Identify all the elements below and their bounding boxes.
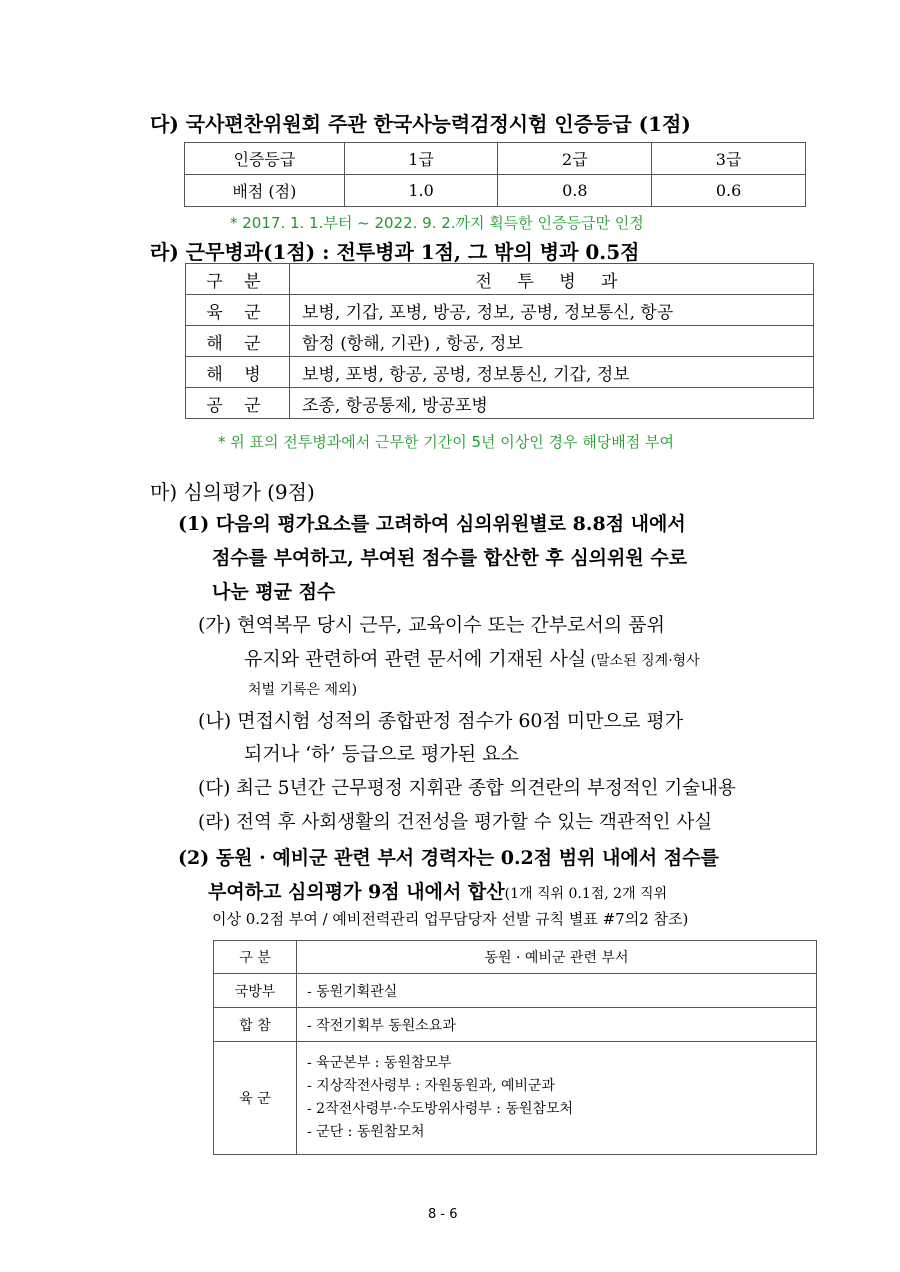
table-cell: 0.6 <box>652 175 806 207</box>
table-header-cell: 동원 · 예비군 관련 부서 <box>297 941 817 974</box>
table-row <box>185 143 806 175</box>
table-cell: - 동원기획관실 <box>297 974 817 1008</box>
table-header-row <box>186 264 814 295</box>
table-cell <box>297 1042 817 1155</box>
table-row <box>186 388 814 419</box>
table-cell: 보병, 기갑, 포병, 방공, 정보, 공병, 정보통신, 항공 <box>290 295 814 326</box>
item1-line2: 점수를 부여하고, 부여된 점수를 합산한 후 심의위원 수로 <box>212 547 688 569</box>
table-cell: 합 참 <box>214 1008 297 1042</box>
table-cell: 국방부 <box>214 974 297 1008</box>
table-cell: 배점 (점) <box>185 175 345 207</box>
table-cell: 육 군 <box>186 295 290 326</box>
table-row <box>214 1042 817 1155</box>
table-row <box>186 295 814 326</box>
item-ga-line2-main: 유지와 관련하여 관련 문서에 기재된 사실 <box>244 648 587 670</box>
list-item: - 군단 : 동원참모처 <box>307 1124 425 1140</box>
table-row <box>214 1008 817 1042</box>
mobilization-dept-table <box>213 940 817 1155</box>
table-cell: 함정 (항해, 기관) , 항공, 정보 <box>290 326 814 357</box>
item2-line2 <box>208 877 667 904</box>
list-item: - 육군본부 : 동원참모부 <box>307 1055 452 1071</box>
section-da-heading: 다) 국사편찬위원회 주관 한국사능력검정시험 인증등급 (1점) <box>150 112 691 136</box>
item-ga-line2 <box>244 644 700 671</box>
table-header-row <box>214 941 817 974</box>
item-ga-line1: (가) 현역복무 당시 근무, 교육이수 또는 간부로서의 품위 <box>198 614 665 636</box>
combat-branch-table <box>185 263 814 419</box>
table-cell: 조종, 항공통제, 방공포병 <box>290 388 814 419</box>
table-cell: 0.8 <box>498 175 652 207</box>
item1-line3: 나눈 평균 점수 <box>212 581 336 603</box>
item2-line2-bold: 부여하고 심의평가 9점 내에서 합산 <box>208 881 505 903</box>
table-cell: 해 군 <box>186 326 290 357</box>
certification-grade-table <box>184 142 806 207</box>
table-header-cell: 전 투 병 과 <box>290 264 814 295</box>
table-cell: 인증등급 <box>185 143 345 175</box>
table-cell: 육 군 <box>214 1042 297 1155</box>
section-ra-note: * 위 표의 전투병과에서 근무한 기간이 5년 이상인 경우 해당배점 부여 <box>218 433 674 451</box>
list-item: - 지상작전사령부 : 자원동원과, 예비군과 <box>307 1078 556 1094</box>
table-row <box>186 326 814 357</box>
section-da-note: * 2017. 1. 1.부터 ~ 2022. 9. 2.까지 획득한 인증등급만 인정 <box>230 214 644 232</box>
item-ga-line3: 처벌 기록은 제외) <box>248 682 358 698</box>
section-ra-heading: 라) 근무병과(1점) : 전투병과 1점, 그 밖의 병과 0.5점 <box>150 240 640 264</box>
table-cell: 해 병 <box>186 357 290 388</box>
item-da-line: (다) 최근 5년간 근무평정 지휘관 종합 의견란의 부정적인 기술내용 <box>198 778 736 799</box>
section-ma-heading: 마) 심의평가 (9점) <box>150 480 315 504</box>
item2-line3: 이상 0.2점 부여 / 예비전력관리 업무담당자 선발 규칙 별표 #7의2 참조) <box>212 910 689 928</box>
item2-line1: (2) 동원 · 예비군 관련 부서 경력자는 0.2점 범위 내에서 점수를 <box>178 847 719 869</box>
table-header-cell: 구 분 <box>214 941 297 974</box>
table-cell: 2급 <box>498 143 652 175</box>
table-cell: 3급 <box>652 143 806 175</box>
table-row <box>214 974 817 1008</box>
table-header-cell: 구 분 <box>186 264 290 295</box>
item1-line1: (1) 다음의 평가요소를 고려하여 심의위원별로 8.8점 내에서 <box>178 513 686 535</box>
table-cell: 공 군 <box>186 388 290 419</box>
table-cell: 보병, 포병, 항공, 공병, 정보통신, 기갑, 정보 <box>290 357 814 388</box>
item-na-line1: (나) 면접시험 성적의 종합판정 점수가 60점 미만으로 평가 <box>198 710 684 732</box>
item2-line2-normal: (1개 직위 0.1점, 2개 직위 <box>504 886 668 902</box>
table-cell: 1.0 <box>344 175 498 207</box>
table-cell: - 작전기획부 동원소요과 <box>297 1008 817 1042</box>
table-cell: 1급 <box>344 143 498 175</box>
table-row <box>186 357 814 388</box>
item-ga-line2-small: (말소된 징계·형사 <box>586 653 700 669</box>
table-row <box>185 175 806 207</box>
item-na-line2: 되거나 ‘하’ 등급으로 평가된 요소 <box>244 743 519 765</box>
list-item: - 2작전사령부·수도방위사령부 : 동원참모처 <box>307 1101 574 1117</box>
page-number: 8 - 6 <box>428 1207 458 1222</box>
item-ra-line: (라) 전역 후 사회생활의 건전성을 평가할 수 있는 객관적인 사실 <box>198 812 713 833</box>
